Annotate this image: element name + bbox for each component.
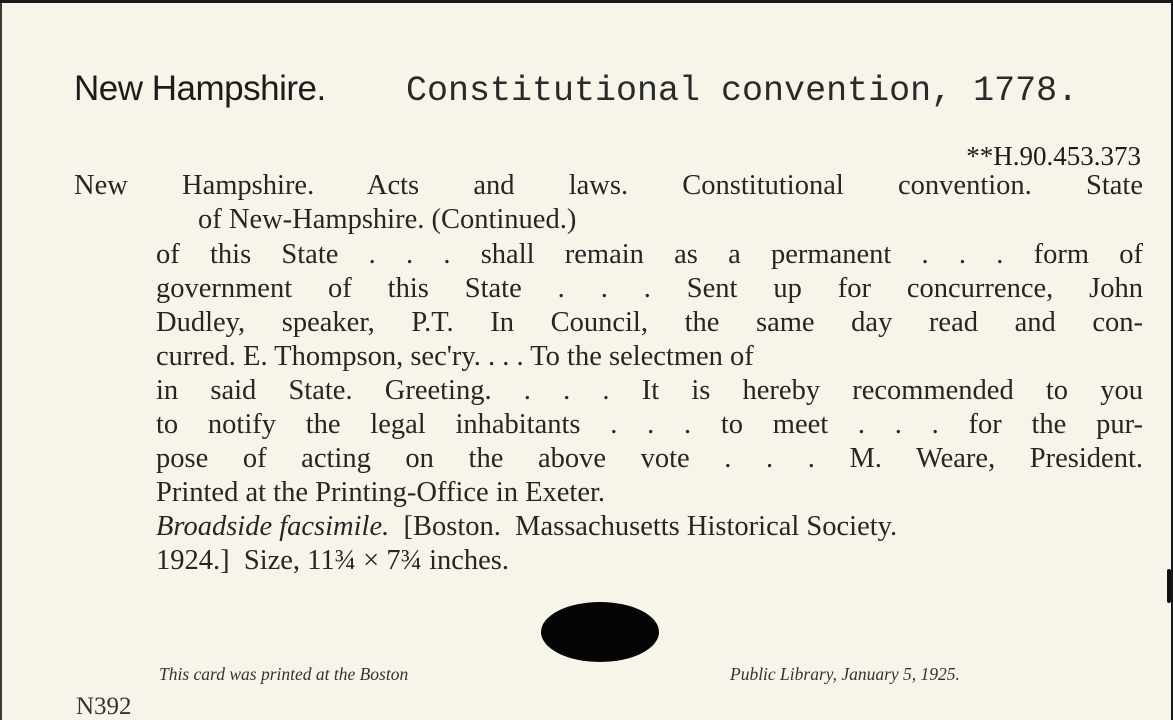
- note-rest: [Boston. Massachusetts Historical Society.: [389, 511, 898, 542]
- heading-subject: New Hampshire.: [74, 69, 326, 108]
- body-line: pose of acting on the above vote . . . M. Weare, President.: [156, 443, 1143, 474]
- punch-hole: [541, 602, 659, 662]
- body-line: curred. E. Thompson, sec'ry. . . . To the selectmen of: [156, 341, 754, 372]
- heading-topic: Constitutional convention, 1778.: [406, 71, 1079, 111]
- size-line: 1924.] Size, 11¾ × 7¾ inches.: [156, 545, 510, 576]
- edge-mark: [1167, 569, 1171, 603]
- card-number: N392: [76, 693, 132, 720]
- body-line: government of this State . . . Sent up for concurrence, John: [156, 273, 1143, 304]
- body-line: Dudley, speaker, P.T. In Council, the same day read and con-: [156, 307, 1143, 338]
- entry-title-continued: of New-Hampshire. (Continued.): [198, 204, 577, 235]
- body-line: of this State . . . shall remain as a permanent . . . form of: [156, 239, 1143, 270]
- note-italic: Broadside facsimile.: [156, 511, 390, 542]
- body-line: Printed at the Printing-Office in Exeter.: [156, 477, 606, 508]
- entry-title-line: New Hampshire. Acts and laws. Constitutional convention. State: [74, 170, 1143, 201]
- body-line: in said State. Greeting. . . . It is hereby recommended to you: [156, 375, 1143, 406]
- footer-right: Public Library, January 5, 1925.: [730, 664, 960, 684]
- body-line: to notify the legal inhabitants . . . to meet . . . for the pur-: [156, 409, 1143, 440]
- note-line: [156, 511, 897, 543]
- call-number: **H.90.453.373: [966, 141, 1141, 171]
- footer-left: This card was printed at the Boston: [159, 664, 409, 684]
- catalog-card: [0, 3, 1171, 720]
